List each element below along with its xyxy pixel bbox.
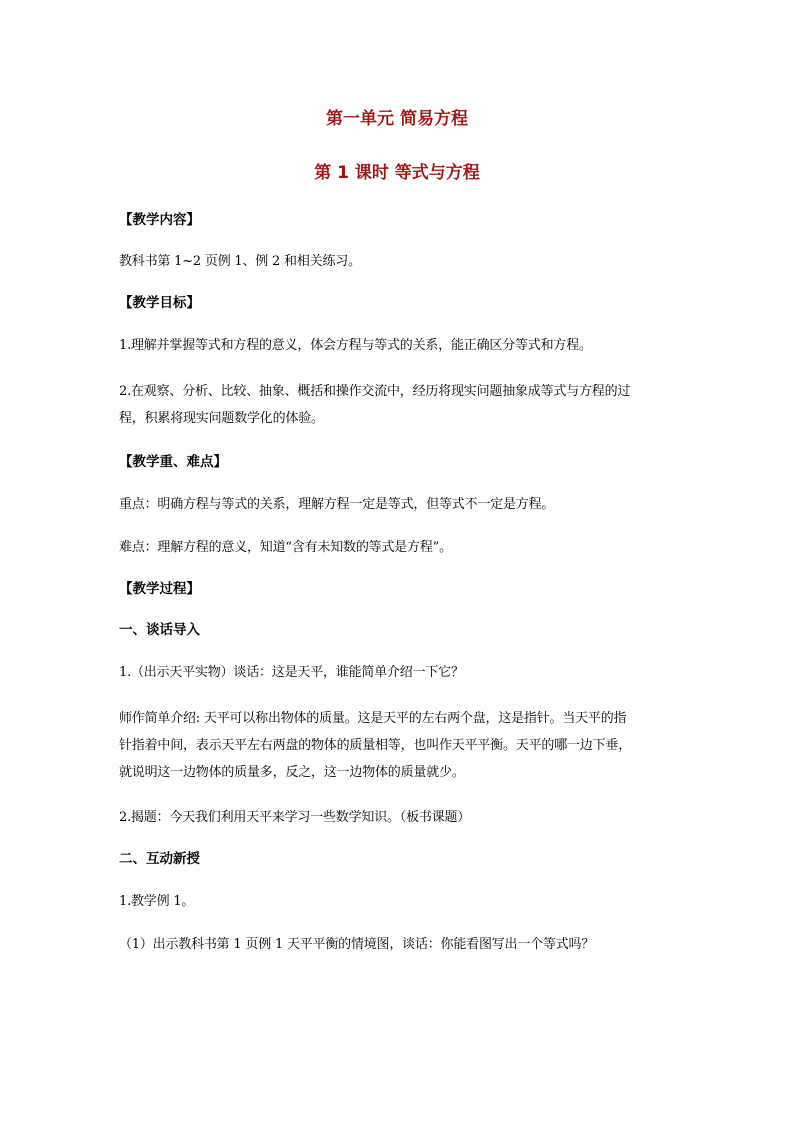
goal-2-line-2: 程，积累将现实问题数学化的体验。 [119,411,324,426]
key-point: 重点：明确方程与等式的关系，理解方程一定是等式，但等式不一定是方程。 [119,497,555,512]
part-1-step-2: 2.揭题：今天我们利用天平来学习一些数学知识。（板书课题） [119,810,471,825]
goal-2-line-1: 2.在观察、分析、比较、抽象、概括和操作交流中，经历将现实问题抽象成等式与方程的过 [119,384,631,399]
lesson-title: 第 1 课时 等式与方程 [314,163,480,183]
unit-title: 第一单元 简易方程 [326,109,468,129]
section-heading-goals: 【教学目标】 [119,295,200,311]
part-2-step-1-sub-1: （1）出示教科书第 1 页例 1 天平平衡的情境图，谈话：你能看图写出一个等式吗？ [119,937,595,952]
part-2-heading: 二、互动新授 [119,851,200,867]
section-heading-key-points: 【教学重、难点】 [119,454,227,470]
part-1-step-1: 1.（出示天平实物）谈话：这是天平，谁能简单介绍一下它？ [119,665,464,680]
goal-2 [119,378,679,432]
teacher-introduction-line-1: 师作简单介绍: 天平可以称出物体的质量。这是天平的左右两个盘，这是指针。当天平的指 [119,711,627,726]
teacher-introduction-line-3: 就说明这一边物体的质量多，反之，这一边物体的质量就少。 [119,765,465,780]
content-text: 教科书第 1~2 页例 1、例 2 和相关练习。 [119,254,361,269]
goal-1: 1.理解并掌握等式和方程的意义，体会方程与等式的关系，能正确区分等式和方程。 [119,338,592,353]
part-1-heading: 一、谈话导入 [119,622,200,638]
section-heading-process: 【教学过程】 [119,581,200,597]
part-2-step-1: 1.教学例 1。 [119,894,195,909]
document-body [119,211,679,977]
section-heading-content: 【教学内容】 [119,212,200,228]
teacher-introduction [119,705,679,786]
teacher-introduction-line-2: 针指着中间，表示天平左右两盘的物体的质量相等，也叫作天平平衡。天平的哪一边下垂， [119,738,632,753]
difficult-point: 难点：理解方程的意义，知道“含有未知数的等式是方程”。 [119,540,452,555]
